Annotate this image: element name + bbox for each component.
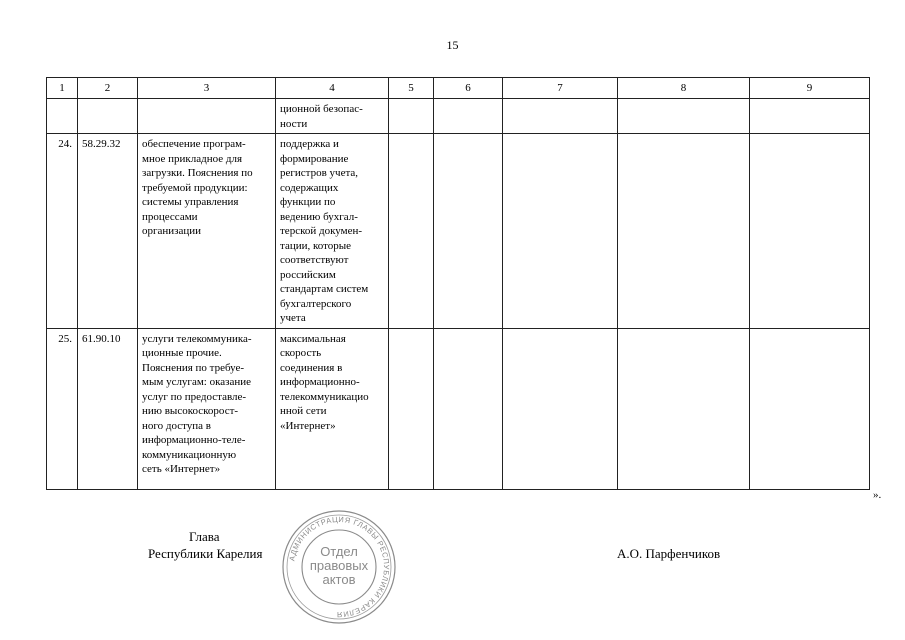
column-number-3: 3 — [138, 78, 276, 99]
svg-text:актов: актов — [322, 572, 356, 587]
column-number-2: 2 — [78, 78, 138, 99]
table-row — [47, 99, 870, 134]
signatory-title-line1: Глава — [189, 529, 220, 544]
closing-quote: ». — [873, 489, 882, 501]
table-cell — [389, 134, 434, 329]
table-cell — [434, 99, 503, 134]
table-cell: 58.29.32 — [78, 134, 138, 329]
table-cell: ционной безопас- ности — [276, 99, 389, 134]
table-cell — [434, 328, 503, 489]
table-cell — [434, 134, 503, 329]
table-cell — [47, 99, 78, 134]
table-cell: 24. — [47, 134, 78, 329]
column-number-4: 4 — [276, 78, 389, 99]
table-cell — [389, 328, 434, 489]
official-stamp-seal — [280, 508, 398, 626]
column-number-8: 8 — [618, 78, 750, 99]
table-cell: поддержка и формирование регистров учета, содержащих функции по ведению бухгал- терской докумен- тации, которые соответствуют российским стандартам систем бухгалтерского учета — [276, 134, 389, 329]
table-cell — [78, 99, 138, 134]
svg-text:правовых: правовых — [309, 558, 369, 573]
table-cell — [618, 328, 750, 489]
table-cell — [750, 99, 870, 134]
column-number-1: 1 — [47, 78, 78, 99]
table-cell: обеспечение програм- мное прикладное для загрузки. Пояснения по требуемой продукции: системы управления процессами организации — [138, 134, 276, 329]
table-header-row — [47, 78, 870, 99]
table-cell — [750, 134, 870, 329]
column-number-9: 9 — [750, 78, 870, 99]
signatory-title-line2: Республики Карелия — [148, 546, 263, 561]
column-number-6: 6 — [434, 78, 503, 99]
svg-text:АДМИНИСТРАЦИЯ ГЛАВЫ РЕСПУБЛИКИ: АДМИНИСТРАЦИЯ ГЛАВЫ РЕСПУБЛИКИ КАРЕЛИЯ — [287, 514, 392, 620]
page-number: 15 — [446, 38, 459, 52]
column-number-7: 7 — [503, 78, 618, 99]
table-cell — [750, 328, 870, 489]
table-cell: услуги телекоммуника- ционные прочие. Пояснения по требуе- мым услугам: оказание услуг по предоставле- нию высокоскорост- ного доступа в информационно-теле- коммуникационную сеть «Интернет» — [138, 328, 276, 489]
table-cell: 25. — [47, 328, 78, 489]
svg-text:Отдел: Отдел — [320, 544, 358, 559]
table-cell: максимальная скорость соединения в информационно- телекоммуникацио нной сети «Интернет» — [276, 328, 389, 489]
table-cell — [389, 99, 434, 134]
table-row — [47, 328, 870, 489]
table-row — [47, 134, 870, 329]
table-cell — [618, 99, 750, 134]
table-cell — [138, 99, 276, 134]
table-cell — [503, 134, 618, 329]
column-number-5: 5 — [389, 78, 434, 99]
table-cell — [618, 134, 750, 329]
signatory-name: А.О. Парфенчиков — [617, 546, 721, 561]
requirements-table — [46, 77, 870, 490]
table-cell — [503, 99, 618, 134]
table-cell: 61.90.10 — [78, 328, 138, 489]
table-cell — [503, 328, 618, 489]
